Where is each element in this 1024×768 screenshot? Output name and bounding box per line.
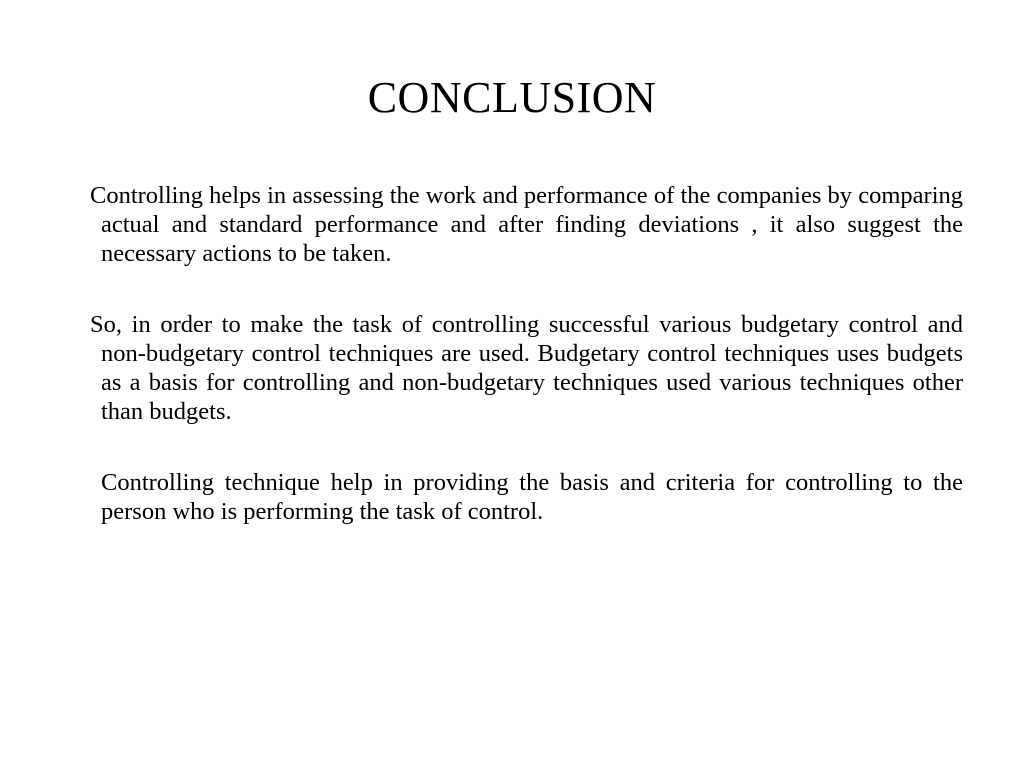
- paragraph-controlling-technique: Controlling technique help in providing the basis and criteria for controlling to the person who is performing the task of control.: [101, 469, 963, 525]
- paragraph-budgetary-techniques: So, in order to make the task of controlling successful various budgetary control and non-budgetary control techniques are used. Budgetary control techniques uses budgets as a basis for controlling and non-budgetary techniques used various techniques other than budgets.: [90, 311, 963, 425]
- paragraph-controlling-helps: Controlling helps in assessing the work and performance of the companies by comparing actual and standard performance and after finding deviations , it also suggest the necessary actions to be taken.: [90, 182, 963, 267]
- slide-body: [90, 181, 963, 526]
- slide-title: CONCLUSION: [367, 73, 657, 122]
